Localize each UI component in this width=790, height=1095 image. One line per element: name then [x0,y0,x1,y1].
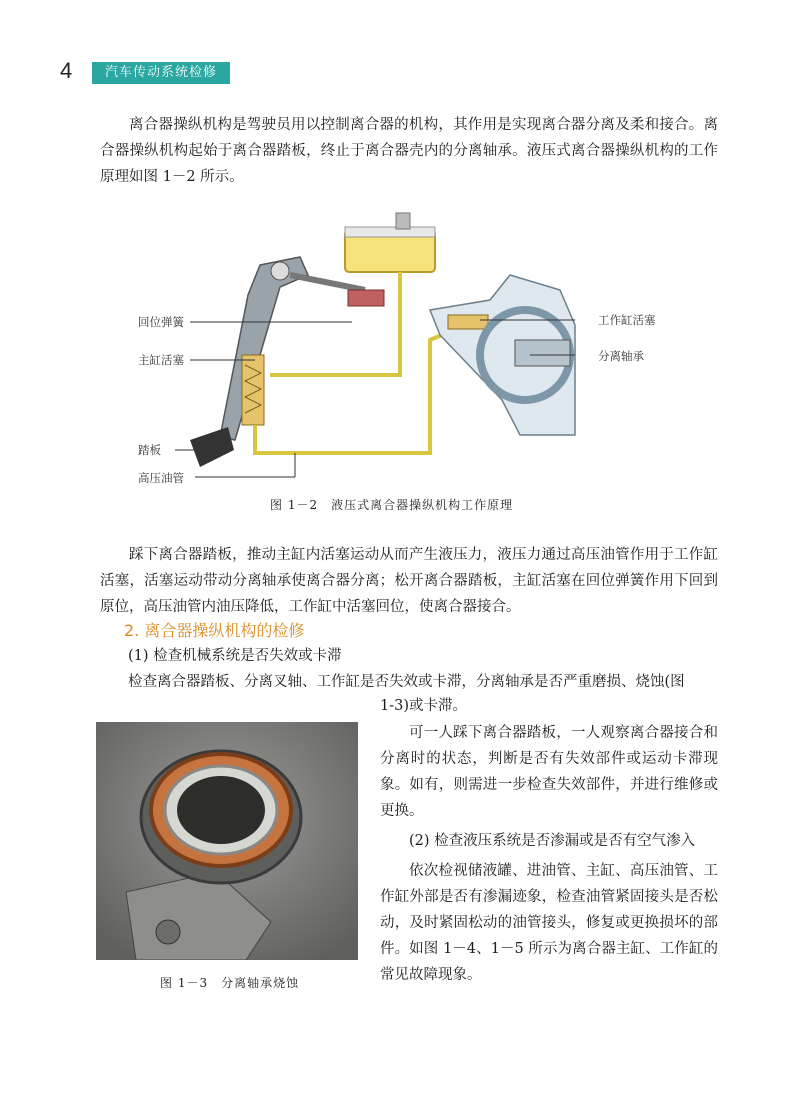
figure-1-2-caption: 图 1－2 液压式离合器操纵机构工作原理 [270,498,514,512]
right-column [380,720,718,988]
label-return-spring: 回位弹簧 [138,315,184,329]
subsection-1-title: (1) 检查机械系统是否失效或卡滞 [128,648,342,664]
subsection-1-paragraph: 可一人踩下离合器踏板，一人观察离合器接合和分离时的状态，判断是否有失效部件或运动卡滞现象。如有，则需进一步检查失效部件，并进行维修或更换。 [380,725,718,819]
label-slave-piston: 工作缸活塞 [598,313,656,327]
label-pedal: 踏板 [138,443,161,457]
working-principle-paragraph: 踩下离合器踏板，推动主缸内活塞运动从而产生液压力，液压力通过高压油管作用于工作缸活塞，活塞运动带动分离轴承使离合器分离；松开离合器踏板，主缸活塞在回位弹簧作用下回到原位，高压油管内油压降低，工作缸中活塞回位，使离合器接合。 [100,547,718,615]
label-master-piston: 主缸活塞 [138,353,184,367]
subsection-1-line-1: 检查离合器踏板、分离叉轴、工作缸是否失效或卡滞，分离轴承是否严重磨损、烧蚀(图 [128,674,685,690]
label-high-pressure-pipe: 高压油管 [138,471,184,485]
figure-1-3-caption: 图 1－3 分离轴承烧蚀 [160,976,300,990]
release-bearing-photo [96,722,358,960]
intro-paragraph: 离合器操纵机构是驾驶员用以控制离合器的机构，其作用是实现离合器分离及柔和接合。离合器操纵机构起始于离合器踏板，终止于离合器壳内的分离轴承。液压式离合器操纵机构的工作原理如图 1－2 所示。 [100,117,718,185]
section-2-heading: 2. 离合器操纵机构的检修 [124,621,305,640]
subsection-1-line-2: 1-3)或卡滞。 [380,698,468,714]
page-number: 4 [60,58,73,83]
subsection-2-title: (2) 检查液压系统是否渗漏或是否有空气渗入 [409,833,696,849]
subsection-2-paragraph: 依次检视储液罐、进油管、主缸、高压油管、工作缸外部是否有渗漏迹象，检查油管紧固接头是否松动，及时紧固松动的油管接头，修复或更换损坏的部件。如图 1－4、1－5 所示为离合器主缸、工作缸的常见故障现象。 [380,863,718,983]
label-release-bearing: 分离轴承 [598,349,644,363]
section-title-badge: 汽车传动系统检修 [92,62,230,84]
